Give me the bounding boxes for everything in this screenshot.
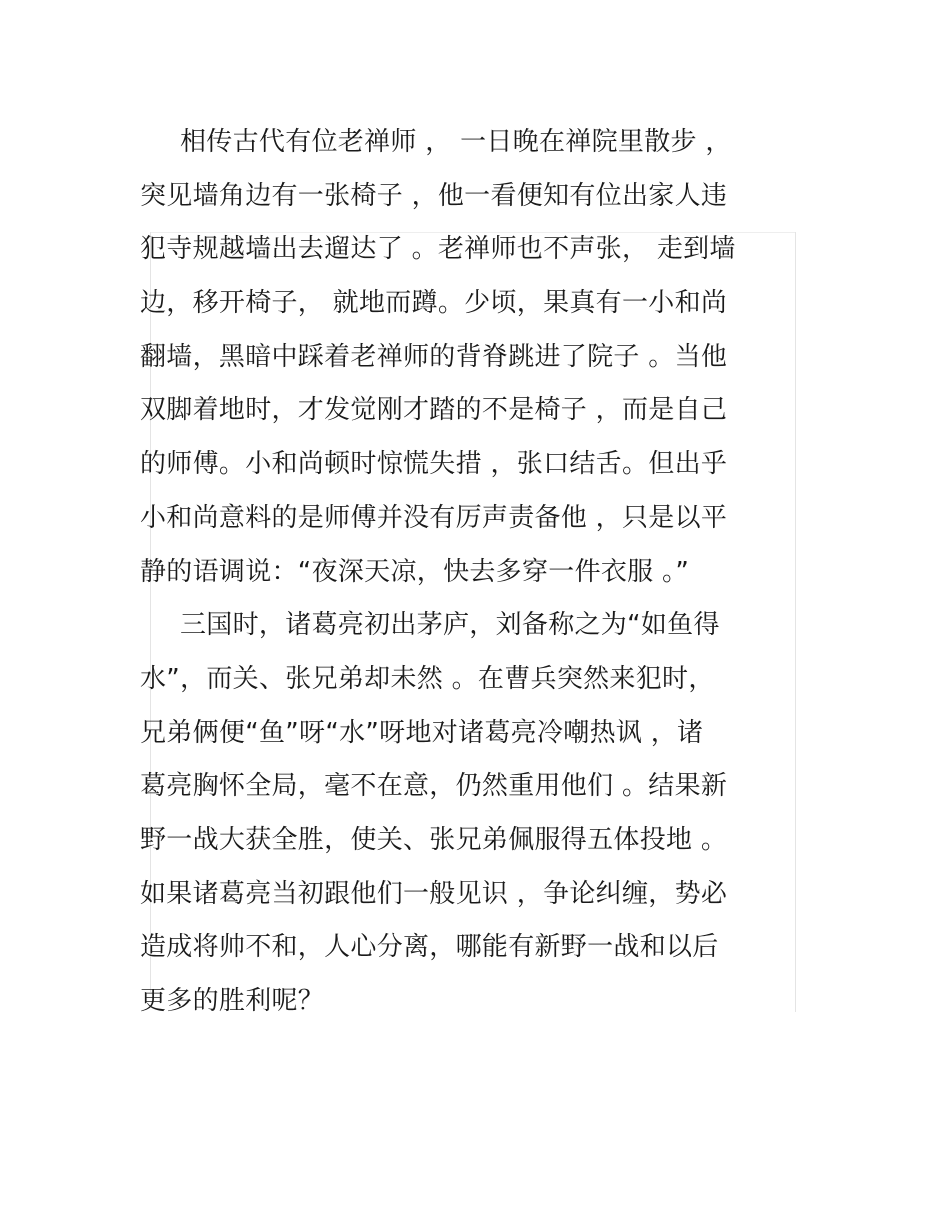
text-line: 三国时，诸葛亮初出茅庐，刘备称之为“如鱼得 [180,610,720,641]
text-line: 突见墙角边有一张椅子 ，他一看便知有位出家人违 [140,180,728,211]
text-line: 相传古代有位老禅师 ， 一日晚在禅院里散步 ， [180,127,732,157]
text-line: 边，移开椅子， 就地而蹲。少顷，果真有一小和尚 [140,288,728,319]
text-line: 造成将帅不和，人心分离，哪能有新野一战和以后 [140,932,719,963]
text-line: 小和尚意料的是师傅并没有厉声责备他 ，只是以平 [140,502,728,533]
text-line: 静的语调说：“夜深天凉，快去多穿一件衣服 。” [140,556,690,587]
text-line: 如果诸葛亮当初跟他们一般见识 ，争论纠缠，势必 [140,878,728,909]
text-line: 野一战大获全胜，使关、张兄弟佩服得五体投地 。 [140,824,728,855]
text-line: 犯寺规越墙出去遛达了 。老禅师也不声张， 走到墙 [140,234,736,265]
text-line: 葛亮胸怀全局，毫不在意，仍然重用他们 。结果新 [140,771,728,802]
text-line: 双脚着地时，才发觉刚才踏的不是椅子 ，而是自己 [140,395,728,426]
text-line: 翻墙，黑暗中踩着老禅师的背脊跳进了院子 。当他 [140,341,728,372]
text-line: 兄弟俩便“鱼”呀“水”呀地对诸葛亮冷嘲热讽 ，诸 [140,717,704,748]
text-line: 水”，而关、张兄弟却未然 。在曹兵突然来犯时， [140,663,715,694]
text-line: 的师傅。小和尚顿时惊慌失措 ，张口结舌。但出乎 [140,449,728,480]
body-text [140,116,810,1029]
text-line: 更多的胜利呢？ [140,986,325,1016]
